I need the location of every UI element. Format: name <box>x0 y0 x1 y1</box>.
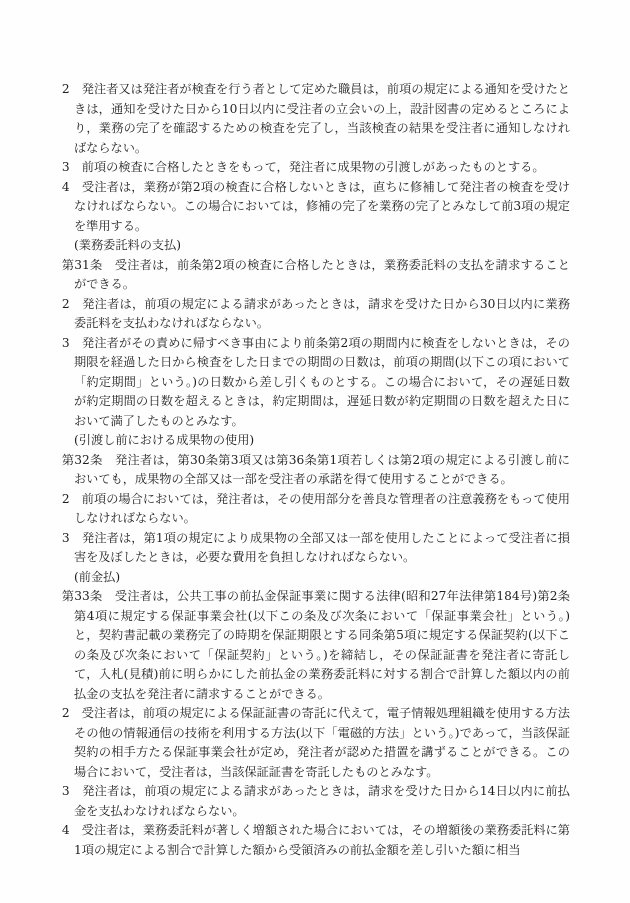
item-paragraph: 3 発注者は，第1項の規定により成果物の全部又は一部を使用したことによって受注者に損害を及ぼしたときは，必要な費用を負担しなければならない。 <box>61 530 570 564</box>
item-paragraph: 3 前項の検査に合格したときをもって，発注者に成果物の引渡しがあったものとする。 <box>61 160 545 174</box>
item-paragraph: 2 前項の場合においては，発注者は，その使用部分を善良な管理者の注意義務をもって使用しなければならない。 <box>61 491 570 525</box>
item-paragraph: 2 発注者又は発注者が検査を行う者として定めた職員は，前項の規定による通知を受けたときは，通知を受けた日から10日以内に受注者の立会いの上，設計図書の定めるところにより，業務の完了を確認するための検査を完了し，当該検査の結果を受注者に通知しなければならない。 <box>61 82 570 155</box>
item-paragraph: 2 発注者は，前項の規定による請求があったときは，請求を受けた日から30日以内に業務委託料を支払わなければならない。 <box>61 296 570 330</box>
item-paragraph: 4 受注者は，業務委託料が著しく増額された場合においては，その増額後の業務委託料に第1項の規定による割合で計算した額から受領済みの前払金額を差し引いた額に相当 <box>61 823 570 857</box>
item-paragraph: 2 受注者は，前項の規定による保証証書の寄託に代えて，電子情報処理組織を使用する方法その他の情報通信の技術を利用する方法(以下「電磁的方法」という。)であって，当該保証契約の相手方たる保証事業会社が定め，発注者が認めた措置を講ずることができる。この場合において，受注者は，当該保証証書を寄託したものとみなす。 <box>61 706 570 779</box>
section-heading: (業務委託料の支払) <box>74 238 182 252</box>
article-paragraph: 第31条 受注者は，前条第2項の検査に合格したときは，業務委託料の支払を請求することができる。 <box>61 257 570 291</box>
article-paragraph: 第33条 受注者は，公共工事の前払金保証事業に関する法律(昭和27年法律第184号)第2条第4項に規定する保証事業会社(以下この条及び次条において「保証事業会社」という。)と，契約書記載の業務完了の時期を保証期限とする同条第5項に規定する保証契約(以下この条及び次条において「保証契約」という。)を締結し，その保証証書を発注者に寄託して，入札(見積)前に明らかにした前払金の業務委託料に対する割合で計算した額以内の前払金の支払を発注者に請求することができる。 <box>61 589 570 701</box>
section-heading: (引渡し前における成果物の使用) <box>74 433 255 447</box>
item-paragraph: 3 発注者は，前項の規定による請求があったときは，請求を受けた日から14日以内に前払金を支払わなければならない。 <box>61 784 570 818</box>
item-paragraph: 4 受注者は，業務が第2項の検査に合格しないときは，直ちに修補して発注者の検査を受けなければならない。この場合においては，修補の完了を業務の完了とみなして前3項の規定を準用する。 <box>61 179 570 233</box>
item-paragraph: 3 発注者がその責めに帰すべき事由により前条第2項の期間内に検査をしないときは，その期限を経過した日から検査をした日までの期間の日数は，前項の期間(以下この項において「約定期間」という。)の日数から差し引くものとする。この場合において，その遅延日数が約定期間の日数を超えるときは，約定期間は，遅延日数が約定期間の日数を超えた日において満了したものとみなす。 <box>61 335 570 428</box>
article-paragraph: 第32条 発注者は，第30条第3項又は第36条第1項若しくは第2項の規定による引渡し前においても，成果物の全部又は一部を受注者の承諾を得て使用することができる。 <box>61 452 570 486</box>
section-heading: (前金払) <box>74 569 121 584</box>
